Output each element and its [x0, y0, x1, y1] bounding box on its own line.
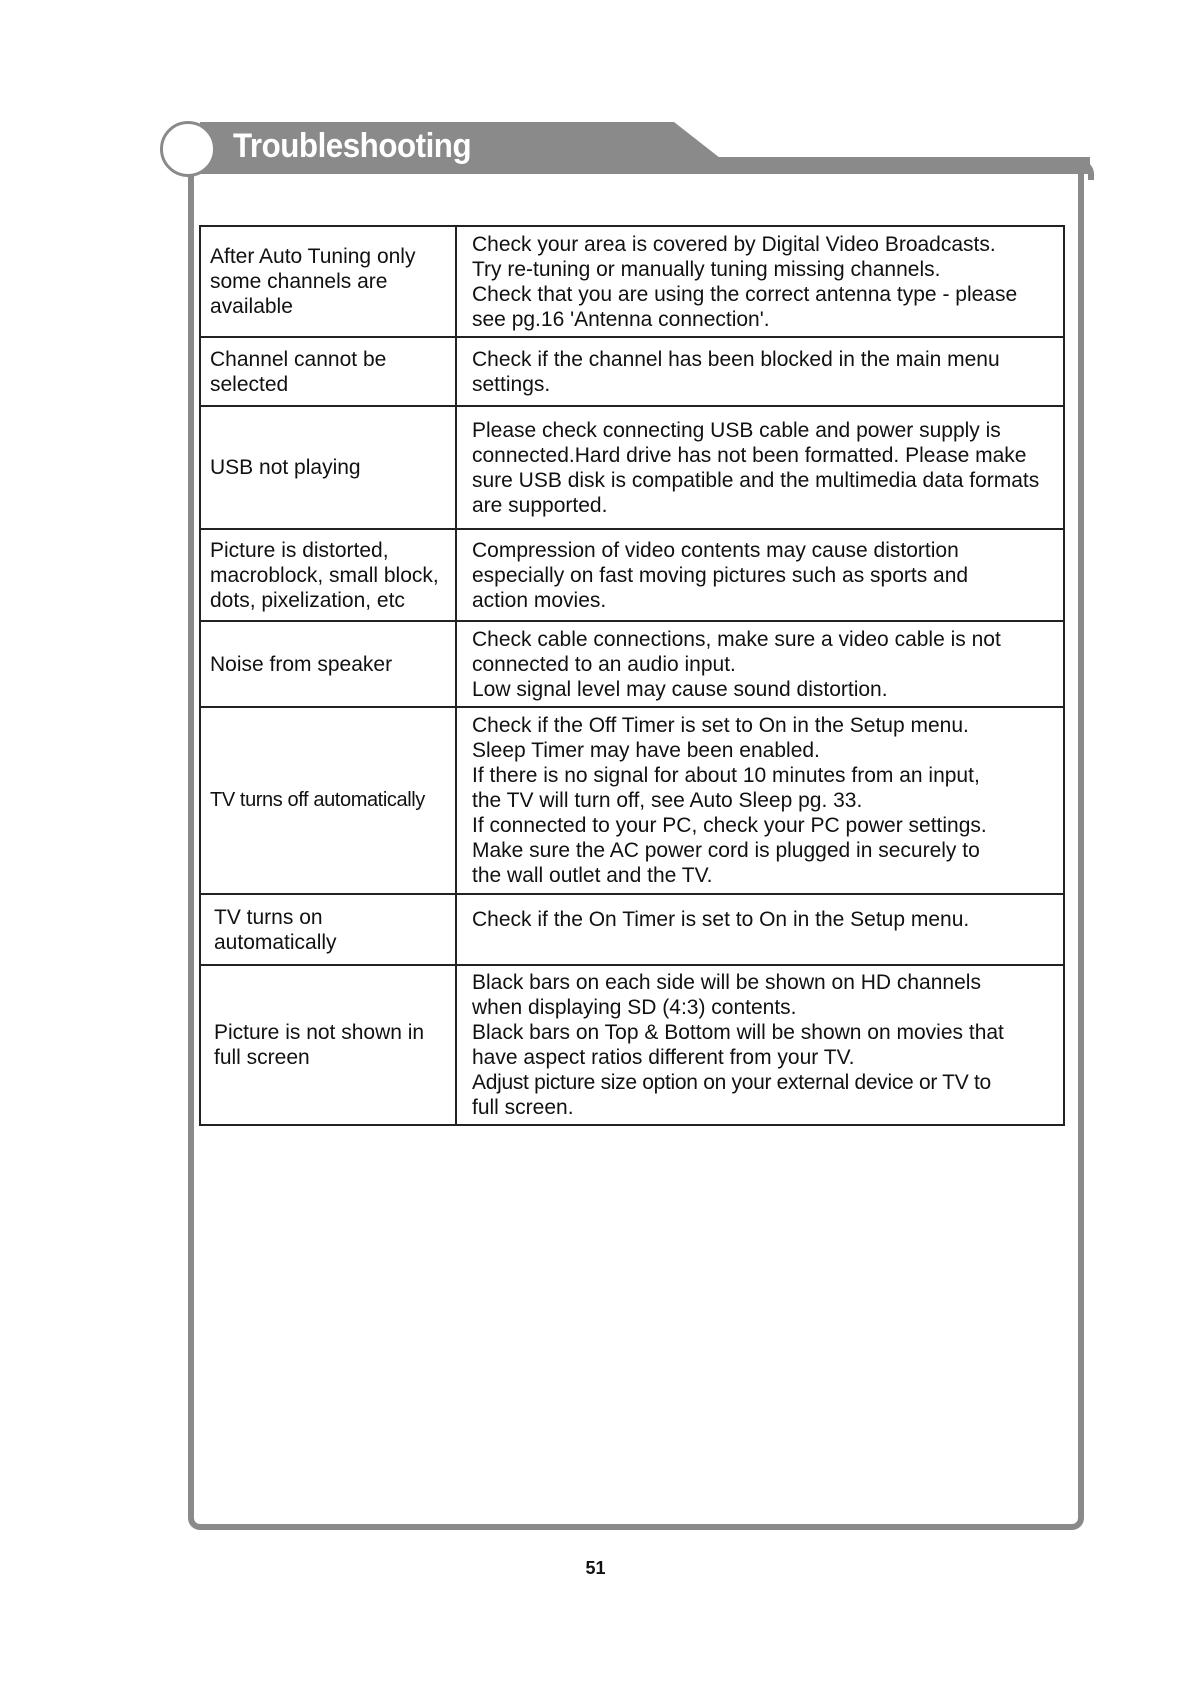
solution-cell [456, 406, 1064, 529]
solution-text: If connected to your PC, check your PC power settings. [472, 814, 987, 837]
problem-text: full screen [214, 1046, 310, 1069]
problem-cell [200, 337, 456, 406]
solution-text: settings. [472, 372, 551, 396]
solution-text: Low signal level may cause sound distortion. [472, 677, 888, 701]
troubleshooting-table [199, 225, 1065, 1126]
solution-cell [456, 621, 1064, 707]
problem-cell [200, 529, 456, 621]
solution-cell [456, 226, 1064, 337]
problem-text: Picture is distorted, [210, 538, 389, 562]
problem-text: selected [210, 372, 289, 396]
problem-text: USB not playing [210, 456, 361, 479]
solution-cell [456, 707, 1064, 894]
page-title: Troubleshooting [233, 127, 472, 165]
solution-text: Check cable connections, make sure a video cable is not [472, 627, 1001, 651]
solution-text: Sleep Timer may have been enabled. [472, 739, 820, 762]
table-row [200, 621, 1064, 707]
table-row [200, 965, 1064, 1125]
solution-text: are supported. [472, 493, 608, 517]
solution-cell [456, 337, 1064, 406]
problem-text: automatically [214, 930, 337, 954]
table-row [200, 406, 1064, 529]
solution-text: the TV will turn off, see Auto Sleep pg. 33. [472, 789, 863, 812]
problem-cell [200, 406, 456, 529]
solution-text: full screen. [472, 1096, 574, 1119]
solution-text: Compression of video contents may cause distortion [472, 538, 959, 562]
solution-text: Please check connecting USB cable and power supply is [472, 418, 1001, 442]
solution-text: see pg.16 'Antenna connection'. [472, 307, 770, 331]
problem-text: available [210, 295, 293, 318]
solution-text: connected.Hard drive has not been formatted. Please make [472, 443, 1027, 467]
solution-text: Check if the On Timer is set to On in the Setup menu. [472, 908, 970, 931]
problem-text: dots, pixelization, etc [210, 588, 405, 612]
solution-text: when displaying SD (4:3) contents. [472, 996, 797, 1019]
problem-text: macroblock, small block, [210, 563, 439, 587]
problem-text: Picture is not shown in [214, 1021, 425, 1044]
problem-text: some channels are [210, 270, 388, 293]
problem-cell [200, 707, 456, 894]
page-number: 51 [585, 1558, 606, 1578]
solution-cell [456, 529, 1064, 621]
problem-cell [200, 226, 456, 337]
solution-text: Try re-tuning or manually tuning missing channels. [472, 257, 941, 281]
table-row [200, 707, 1064, 894]
problem-text: Channel cannot be [210, 347, 387, 371]
table-row [200, 529, 1064, 621]
solution-cell [456, 965, 1064, 1125]
solution-text: have aspect ratios different from your TV. [472, 1046, 855, 1069]
solution-text: connected to an audio input. [472, 652, 736, 676]
problem-cell [200, 965, 456, 1125]
problem-text: After Auto Tuning only [210, 245, 416, 268]
problem-text: Noise from speaker [210, 652, 393, 676]
solution-text: Adjust picture size option on your external device or TV to [472, 1071, 991, 1094]
problem-text: TV turns on [214, 905, 323, 929]
solution-text: If there is no signal for about 10 minutes from an input, [472, 764, 980, 787]
table-row [200, 337, 1064, 406]
solution-text: Check your area is covered by Digital Video Broadcasts. [472, 232, 996, 256]
solution-text: especially on fast moving pictures such as sports and [472, 563, 969, 587]
solution-text: Check if the Off Timer is set to On in the Setup menu. [472, 714, 969, 737]
solution-text: Black bars on each side will be shown on HD channels [472, 971, 981, 994]
solution-text: action movies. [472, 588, 607, 612]
table-row [200, 226, 1064, 337]
problem-cell [200, 894, 456, 965]
table-row [200, 894, 1064, 965]
problem-text: TV turns off automatically [210, 789, 425, 811]
solution-text: Make sure the AC power cord is plugged in securely to [472, 839, 980, 862]
problem-cell [200, 621, 456, 707]
header-circle-icon [160, 121, 216, 177]
solution-text: sure USB disk is compatible and the multimedia data formats [472, 468, 1040, 492]
solution-text: Black bars on Top & Bottom will be shown on movies that [472, 1021, 1004, 1044]
solution-text: Check that you are using the correct antenna type - please [472, 282, 1018, 306]
solution-text: the wall outlet and the TV. [472, 864, 713, 887]
solution-cell [456, 894, 1064, 965]
solution-text: Check if the channel has been blocked in the main menu [472, 347, 1000, 371]
